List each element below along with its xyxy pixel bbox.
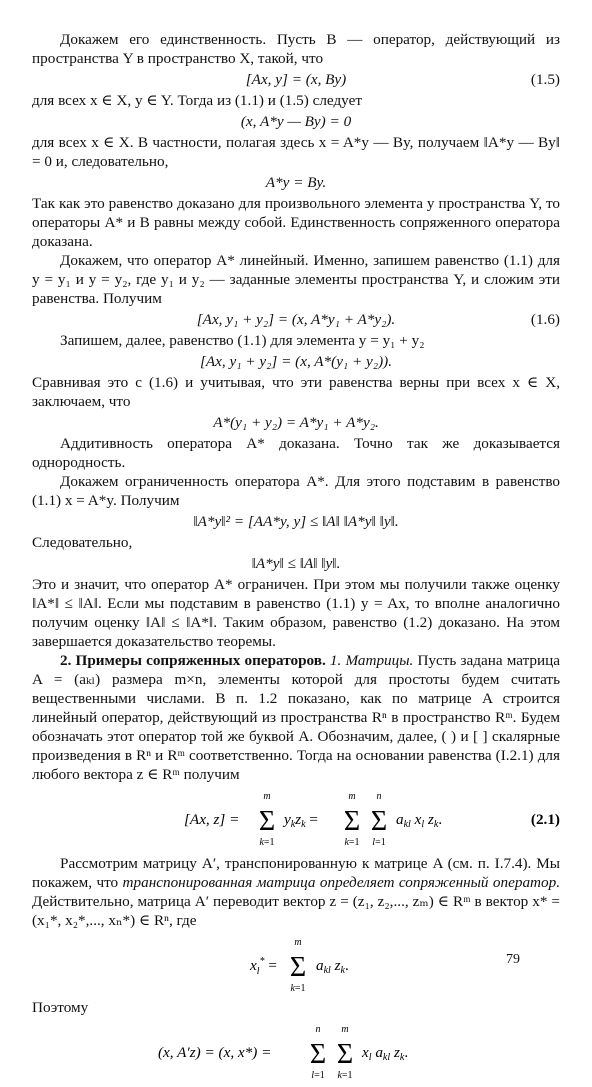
svg-text:Σ: Σ: [370, 806, 388, 837]
equation-last: [32, 1021, 560, 1083]
svg-text:xl akl zk.: xl akl zk.: [362, 1044, 409, 1063]
svg-text:ykzk =: ykzk =: [284, 811, 318, 830]
svg-text:Σ: Σ: [336, 1039, 354, 1070]
equation: ‖A*y‖ ≤ ‖A‖ ‖y‖.: [251, 555, 341, 572]
paragraph: Докажем его единственность. Пусть B — оператор, действующий из пространства Y в пространство X, такой, что: [32, 31, 560, 67]
svg-text:k=1: k=1: [337, 1070, 353, 1081]
svg-text:xl* =: $x_l^*$ =: [250, 956, 277, 977]
equation: [Ax, y₁ + y₂] = (x, A*(y₁ + y₂)).: [199, 353, 392, 370]
svg-text:m: m: [348, 791, 356, 802]
svg-text:l=1: l=1: [372, 837, 386, 848]
equation-number: (1.5): [530, 71, 560, 88]
svg-text:m: m: [263, 791, 271, 802]
equation: A*y = By.: [265, 174, 327, 191]
equation: A*(y₁ + y₂) = A*y₁ + A*y₂.: [213, 414, 379, 431]
double-sum-formula: [32, 788, 560, 850]
paragraph: Поэтому: [32, 999, 89, 1016]
paragraph: для всех x ∈ X. В частности, полагая здесь x = A*y — By, получаем ‖A*y — By‖ = 0 и, следовательно,: [32, 134, 560, 170]
equation-1-6: [Ax, y₁ + y₂] = (x, A*y₁ + A*y₂). (1.6): [196, 311, 560, 328]
paragraph: Рассмотрим матрицу A′, транспонированную к матрице A (см. п. I.7.4). Мы покажем, что транспонированная матрица определяет сопряженный оператор. Действительно, матрица A′ переводит вектор z = (z₁, z₂,..., zₘ) ∈ Rᵐ в вектор x* = (x₁*, x₂*,..., xₙ*) ∈ Rⁿ, где: [32, 855, 560, 929]
paragraph: Аддитивность оператора A* доказана. Точно так же доказывается однородность.: [32, 435, 560, 471]
svg-text:Σ: Σ: [309, 1039, 327, 1070]
svg-text:akl zk.: akl zk.: [316, 957, 349, 976]
theorem-statement: транспонированная матрица определяет сопряженный оператор.: [122, 874, 560, 891]
equation-number: (1.6): [530, 311, 560, 328]
svg-text:m: m: [294, 937, 302, 948]
paragraph: Докажем ограниченность оператора A*. Для этого подставим в равенство (1.1) x = A*y. Получим: [32, 473, 560, 509]
svg-text:Σ: Σ: [289, 952, 307, 983]
double-sum-formula: [32, 1021, 560, 1083]
paragraph: Так как это равенство доказано для произвольного элемента y пространства Y, то операторы A* и B равны между собой. Единственность сопряженного оператора доказана.: [32, 195, 560, 250]
svg-text:n: n: [315, 1024, 321, 1035]
svg-text:k=1: k=1: [290, 983, 306, 994]
paragraph: для всех x ∈ X, y ∈ Y. Тогда из (1.1) и (1.5) следует: [32, 92, 362, 109]
equation-1-5: [Ax, y] = (x, By) (1.5): [245, 71, 560, 88]
paragraph: Докажем, что оператор A* линейный. Именно, запишем равенство (1.1) для y = y₁ и y = y₂, где y₁ и y₂ — заданные элементы пространства Y, и сложим эти равенства. Получим: [32, 252, 560, 307]
svg-text:l=1: l=1: [311, 1070, 325, 1081]
formula-lhs: [Ax, z] =: [184, 811, 240, 828]
section-title: 2. Примеры сопряженных операторов.: [60, 652, 326, 669]
equation: ‖A*y‖² = [AA*y, y] ≤ ‖A‖ ‖A*y‖ ‖y‖.: [193, 513, 399, 530]
svg-text:Σ: Σ: [258, 806, 276, 837]
equation-2-1: [32, 788, 560, 850]
formula-lhs: (x, A′z) = (x, x*) =: [158, 1044, 272, 1061]
svg-text:n: n: [376, 791, 382, 802]
equation-number: (2.1): [530, 811, 560, 828]
equation-xstar: [32, 934, 560, 994]
subsection-title: 1. Матрицы.: [329, 652, 414, 669]
svg-text:Σ: Σ: [343, 806, 361, 837]
page-body: [32, 30, 560, 1087]
sum-formula: [32, 934, 560, 994]
svg-text:akl xl zk.: akl xl zk.: [396, 811, 443, 830]
equation: (x, A*y — By) = 0: [240, 113, 352, 130]
paragraph: Это и значит, что оператор A* ограничен. При этом мы получили также оценку ‖A*‖ ≤ ‖A‖. Если мы подставим в равенство (1.1) y = Ax, то вполне аналогично получим оценку ‖A‖ ≤ ‖A*‖. Таким образом, равенство (1.2) доказано. На этом завершается доказательство теоремы.: [32, 576, 560, 650]
paragraph: Запишем, далее, равенство (1.1) для элемента y = y₁ + y₂: [60, 332, 425, 349]
paragraph: Сравнивая это с (1.6) и учитывая, что эти равенства верны при всех x ∈ X, заключаем, что: [32, 374, 560, 410]
section-paragraph: 2. Примеры сопряженных операторов. 1. Матрицы. Пусть задана матрица A = (aₖₗ) размера m×n, элементы которой для простоты будем считать вещественными числами. В п. 1.2 показано, как по матрице A строится линейный оператор, действующий из пространства Rⁿ в пространство Rᵐ. Будем обозначать этот оператор той же буквой A. Обозначим, далее, ( ) и [ ] скалярные произведения в Rⁿ и Rᵐ соответственно. Тогда на основании равенства (I.2.1) для любого вектора z ∈ Rᵐ получим: [32, 652, 560, 783]
svg-text:m: m: [341, 1024, 349, 1035]
svg-text:k=1: k=1: [344, 837, 360, 848]
svg-text:k=1: k=1: [259, 837, 275, 848]
paragraph: Следовательно,: [32, 534, 133, 551]
page-number: 79: [506, 952, 520, 967]
